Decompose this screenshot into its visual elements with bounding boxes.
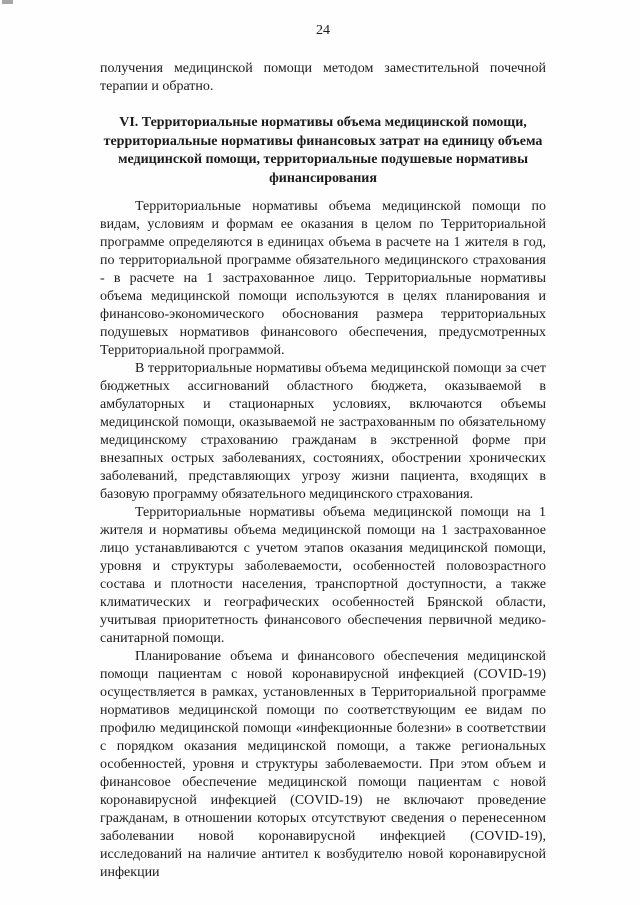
section-heading: VI. Территориальные нормативы объема медицинской помощи, территориальные нормативы финансовых затрат на единицу объема медицинской помощи, территориальные подушевые нормативы финансирования <box>103 115 543 186</box>
paragraph-budget-allocations: В территориальные нормативы объема медицинской помощи за счет бюджетных ассигнований областного бюджета, оказываемой в амбулаторных и стационарных условиях, включаются объемы медицинской помощи, оказываемой не застрахованным по обязательному медицинскому страхованию гражданам в экстренной форме при внезапных острых заболеваниях, состояниях, обострении хронических заболеваний, представляющих угрозу жизни пациента, входящих в базовую программу обязательного медицинского страхования. <box>100 361 546 502</box>
page-content <box>100 22 546 882</box>
page-number: 24 <box>316 23 330 38</box>
paragraph-per-capita-norms: Территориальные нормативы объема медицинской помощи на 1 жителя и нормативы объема медицинской помощи на 1 застрахованное лицо устанавливаются с учетом этапов оказания медицинской помощи, уровня и структуры заболеваемости, особенностей половозрастного состава и плотности населения, транспортной доступности, а также климатических и географических особенностей Брянской области, учитывая приоритетность финансового обеспечения первичной медико-санитарной помощи. <box>100 505 546 646</box>
continuation-paragraph: получения медицинской помощи методом заместительной почечной терапии и обратно. <box>100 61 546 94</box>
paragraph-territorial-norms: Территориальные нормативы объема медицинской помощи по видам, условиям и формам ее оказания в целом по Территориальной программе определяются в единицах объема в расчете на 1 жителя в год, по территориальной программе обязательного медицинского страхования - в расчете на 1 застрахованное лицо. Территориальные нормативы объема медицинской помощи используются в целях планирования и финансово-экономического обоснования размера территориальных подушевых нормативов финансового обеспечения, предусмотренных Территориальной программой. <box>100 199 546 358</box>
scan-artifact <box>2 0 13 4</box>
paragraph-covid-planning: Планирование объема и финансового обеспечения медицинской помощи пациентам с новой коронавирусной инфекцией (COVID-19) осуществляется в рамках, установленных в Территориальной программе нормативов медицинской помощи по соответствующим ее видам по профилю медицинской помощи «инфекционные болезни» в соответствии с порядком оказания медицинской помощи, а также региональных особенностей, уровня и структуры заболеваемости. При этом объем и финансовое обеспечение медицинской помощи пациентам с новой коронавирусной инфекцией (COVID-19) не включают проведение гражданам, в отношении которых отсутствуют сведения о перенесенном заболевании новой коронавирусной инфекцией (COVID-19), исследований на наличие антител к возбудителю новой коронавирусной инфекции <box>100 649 546 880</box>
